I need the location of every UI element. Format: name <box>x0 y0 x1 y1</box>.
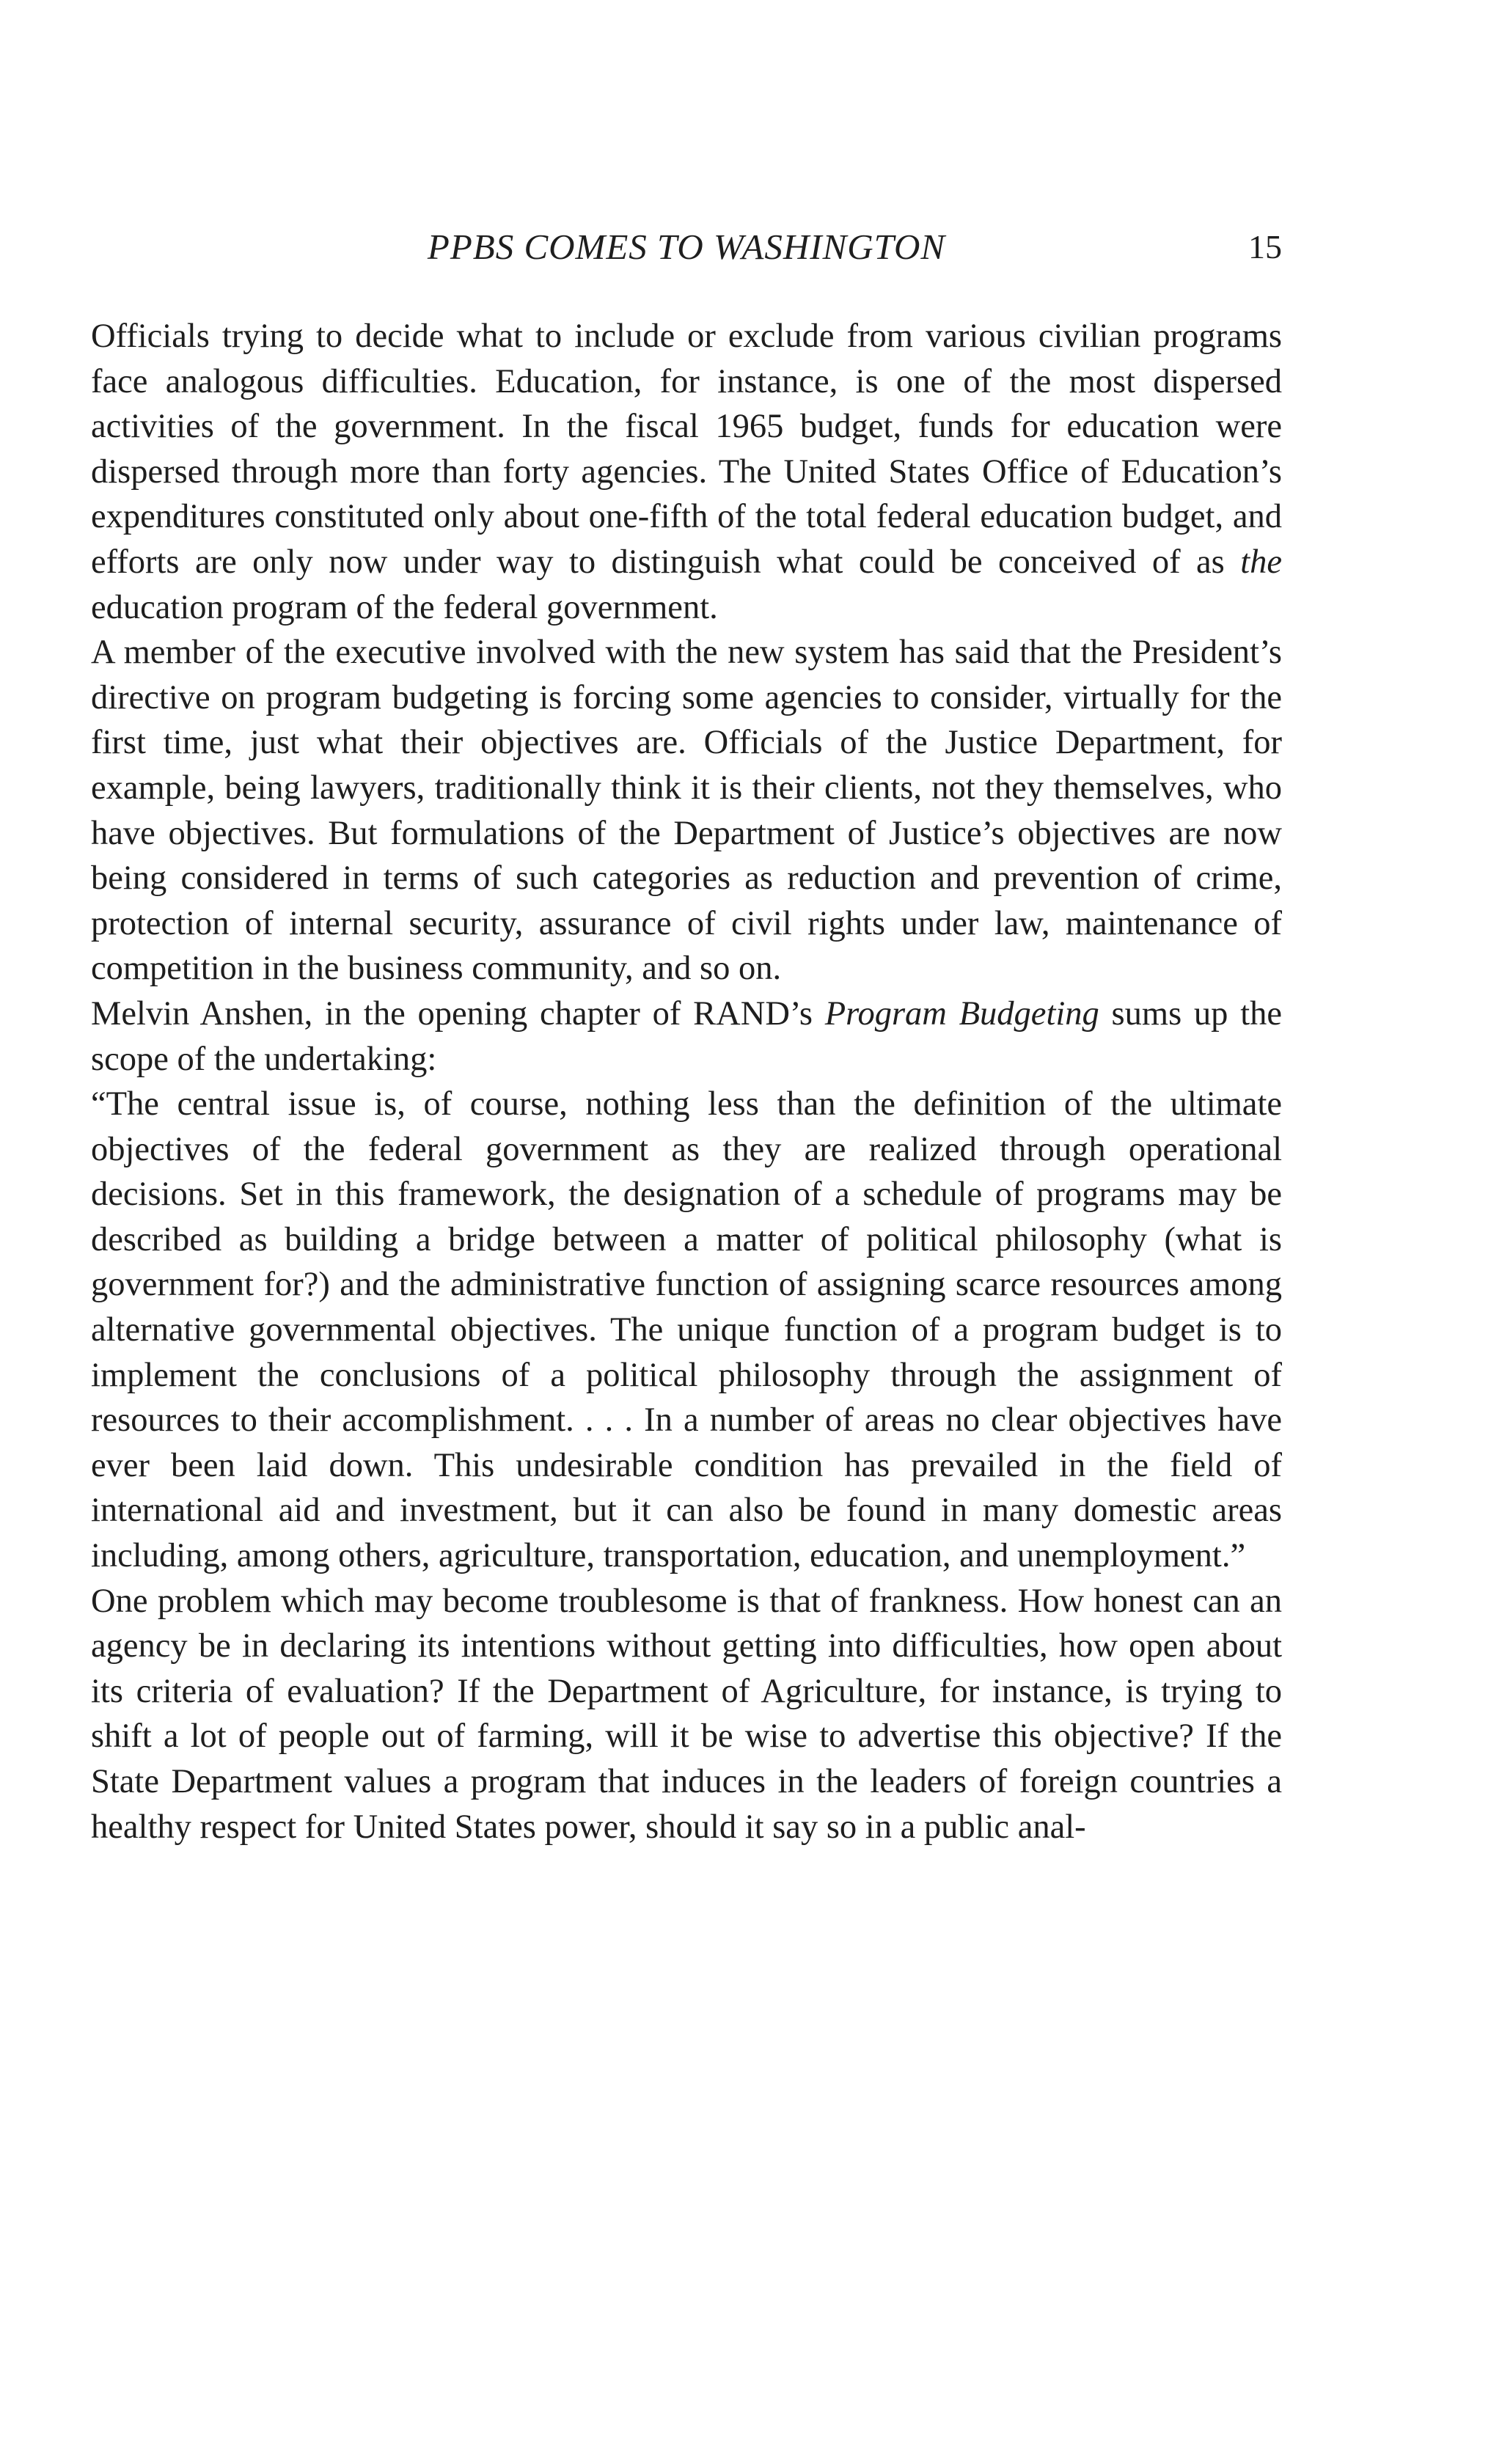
paragraph-text: Officials trying to decide what to include or exclude from various civilian programs face analogous difficulties. Education, for instance, is one of the most dispersed activities of the government. In the fiscal 1965 budget, funds for education were dispersed through more than forty agencies. The United States Office of Education’s expenditures constituted only about one-fifth of the total federal education budget, and efforts are only now under way to distinguish what could be conceived of as <box>91 318 1282 581</box>
body-text <box>91 314 1282 1849</box>
paragraph-frankness <box>91 1579 1282 1850</box>
book-title: Program Budgeting <box>824 994 1099 1033</box>
paragraph-text: education program of the federal government. <box>91 588 718 626</box>
running-head: PPBS COMES TO WASHINGTON <box>427 227 946 267</box>
paragraph-education <box>91 314 1282 630</box>
paragraph-text: sums up the scope of the undertaking: <box>91 994 1283 1078</box>
page-header <box>91 221 1282 273</box>
paragraph-anshen <box>91 991 1282 1082</box>
paragraph-justice <box>91 630 1282 991</box>
paragraph-text: A member of the executive involved with the new system has said that the President’s directive on program budgeting is forcing some agencies to consider, virtually for the first time, just what their objectives are. Officials of the Justice Department, for example, being lawyers, traditionally think it is their clients, not they themselves, who have objectives. But formulations of the Department of Justice’s objectives are now being considered in terms of such categories as reduction and prevention of crime, protection of internal security, assurance of civil rights under law, maintenance of competition in the business community, and so on. <box>91 634 1282 988</box>
italic-emphasis: the <box>1240 543 1282 581</box>
page-number: 15 <box>1248 228 1282 265</box>
paragraph-text: One problem which may become troublesome is that of frankness. How honest can an agency be in declaring its intentions without getting into difficulties, how open about its criteria of evaluation? If the Department of Agriculture, for instance, is trying to shift a lot of people out of farming, will it be wise to advertise this objective? If the State Department values a program that induces in the leaders of foreign countries a healthy respect for United States power, should it say so in a public anal- <box>91 1582 1282 1846</box>
paragraph-text: Melvin Anshen, in the opening chapter of RAND’s <box>91 994 825 1033</box>
quote-text: “The central issue is, of course, nothing less than the definition of the ultimate objectives of the federal government as they are realized through operational decisions. Set in this framework, the designation of a schedule of programs may be described as building a bridge between a matter of political philosophy (what is government for?) and the administrative function of assigning scarce resources among alternative governmental objectives. The unique function of a program budget is to implement the conclusions of a political philosophy through the assignment of resources to their accomplishment. . . . In a number of areas no clear objectives have ever been laid down. This undesirable condition has prevailed in the field of international aid and investment, but it can also be found in many domestic areas including, among others, agriculture, transportation, education, and unemployment.” <box>91 1085 1282 1575</box>
block-quote <box>91 1082 1282 1579</box>
